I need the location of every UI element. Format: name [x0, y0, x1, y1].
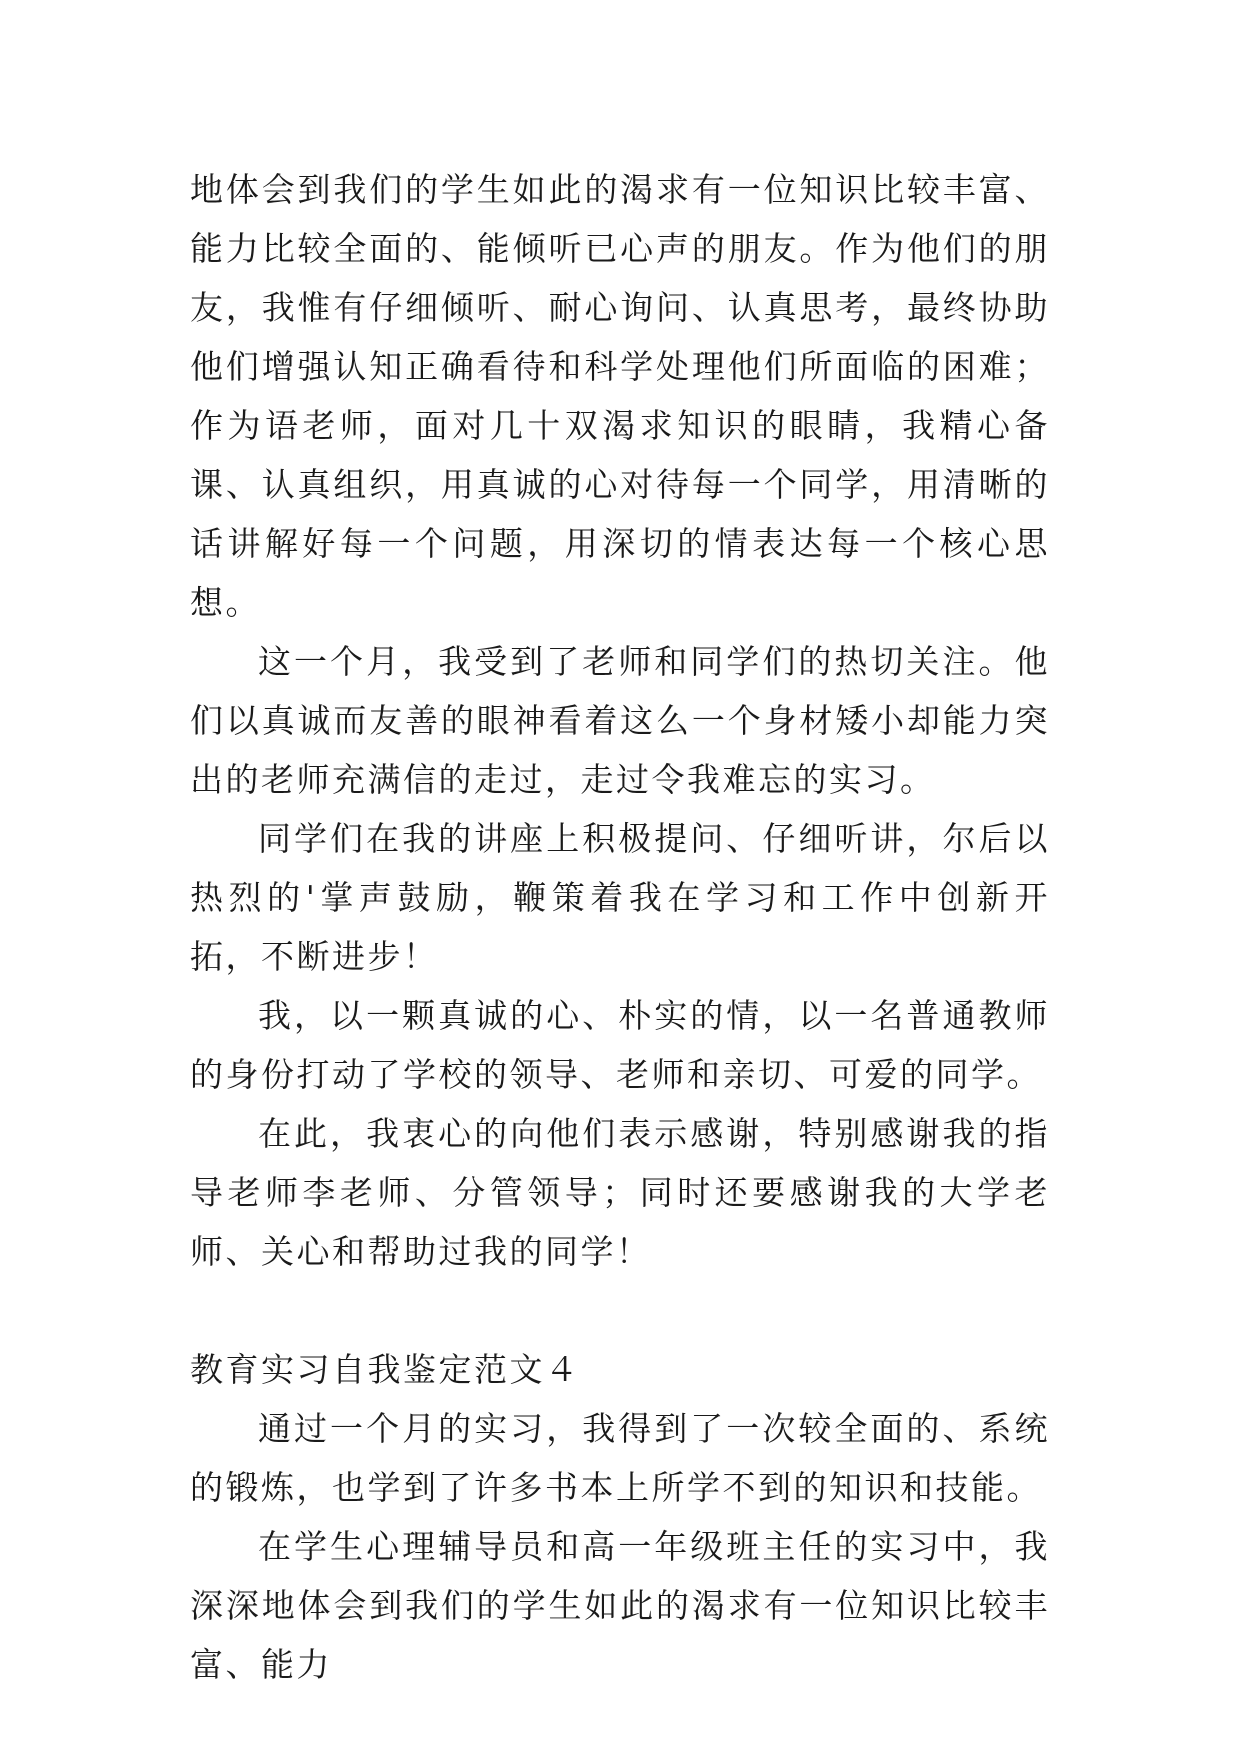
- paragraph-5: 在此，我衷心的向他们表示感谢，特别感谢我的指导老师李老师、分管领导；同时还要感谢我的大学老师、关心和帮助过我的同学！: [190, 1114, 1050, 1271]
- paragraph-6: 通过一个月的实习，我得到了一次较全面的、系统的锻炼，也学到了许多书本上所学不到的知识和技能。: [190, 1409, 1050, 1507]
- paragraph-1: 地体会到我们的学生如此的渴求有一位知识比较丰富、能力比较全面的、能倾听已心声的朋友。作为他们的朋友，我惟有仔细倾听、耐心询问、认真思考，最终协助他们增强认知正确看待和科学处理他们所面临的困难；作为语老师，面对几十双渴求知识的眼睛，我精心备课、认真组织，用真诚的心对待每一个同学，用清晰的话讲解好每一个问题，用深切的情表达每一个核心思想。: [190, 170, 1050, 622]
- paragraph-7: 在学生心理辅导员和高一年级班主任的实习中，我深深地体会到我们的学生如此的渴求有一位知识比较丰富、能力: [190, 1527, 1050, 1684]
- section-heading: 教育实习自我鉴定范文４: [190, 1350, 581, 1389]
- document-body: [190, 160, 1050, 1694]
- paragraph-4: 我，以一颗真诚的心、朴实的情，以一名普通教师的身份打动了学校的领导、老师和亲切、可爱的同学。: [190, 996, 1050, 1094]
- paragraph-3: 同学们在我的讲座上积极提问、仔细听讲，尔后以热烈的'掌声鼓励，鞭策着我在学习和工作中创新开拓，不断进步！: [190, 819, 1050, 976]
- section-gap: [190, 1281, 1050, 1340]
- paragraph-2: 这一个月，我受到了老师和同学们的热切关注。他们以真诚而友善的眼神看着这么一个身材矮小却能力突出的老师充满信的走过，走过令我难忘的实习。: [190, 642, 1050, 799]
